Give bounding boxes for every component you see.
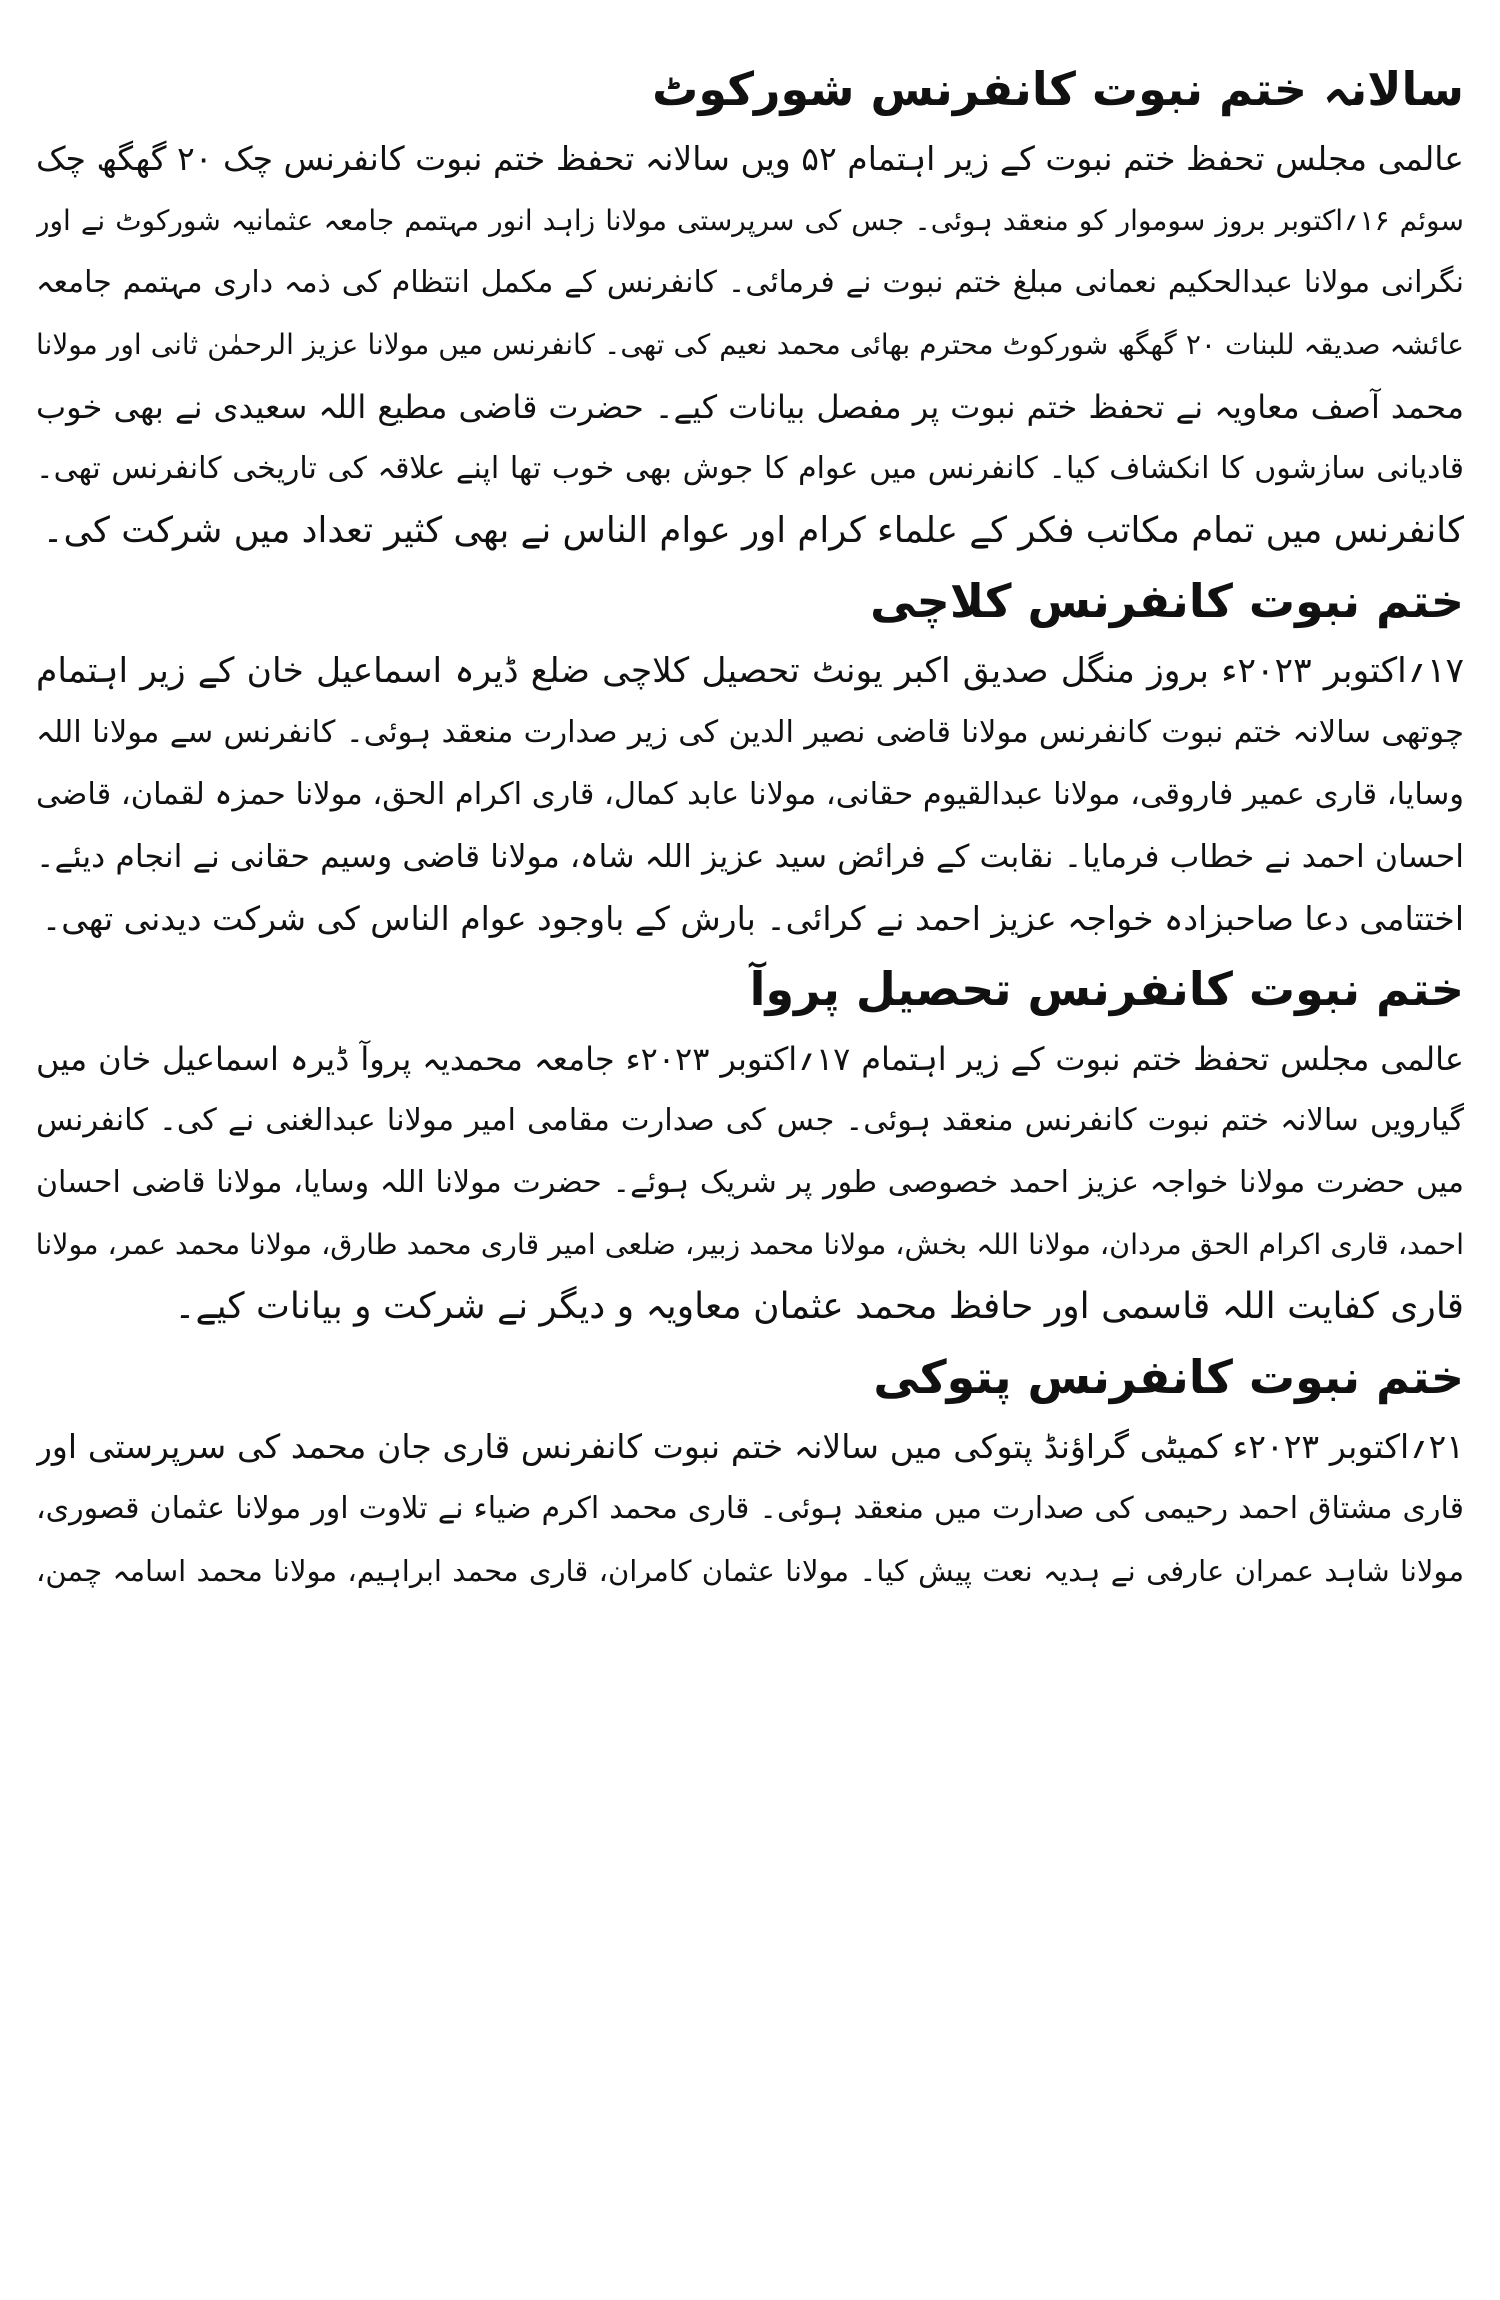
paragraph-line: نگرانی مولانا عبدالحکیم نعمانی مبلغ ختم نبوت نے فرمائی۔ کانفرنس کے مکمل انتظام کی ذمہ داری مہتمم جامعہ [36, 265, 1464, 300]
paragraph-line: محمد آصف معاویہ نے تحفظ ختم نبوت پر مفصل بیانات کیے۔ حضرت قاضی مطیع اللہ سعیدی نے بھی خوب [36, 388, 1464, 426]
paragraph-line: گیارویں سالانہ ختم نبوت کانفرنس منعقد ہوئی۔ جس کی صدارت مقامی امیر مولانا عبدالغنی نے کی۔ کانفرنس [36, 1103, 1464, 1138]
section-body [36, 1416, 1464, 1602]
section-body [36, 640, 1464, 950]
paragraph-line: قادیانی سازشوں کا انکشاف کیا۔ کانفرنس میں عوام کا جوش بھی خوب تھا اپنے علاقہ کی تاریخی کانفرنس تھی۔ [36, 451, 1464, 486]
paragraph-line: کانفرنس میں تمام مکاتب فکر کے علماء کرام اور عوام الناس نے بھی کثیر تعداد میں شرکت کی۔ [42, 510, 1464, 551]
paragraph-line: سوئم ۱۶؍اکتوبر بروز سوموار کو منعقد ہوئی۔ جس کی سرپرستی مولانا زاہد انور مہتمم جامعہ عثمانیہ شورکوٹ نے اور [36, 204, 1464, 237]
paragraph-line: احسان احمد نے خطاب فرمایا۔ نقابت کے فرائض سید عزیز اللہ شاہ، مولانا قاضی وسیم حقانی نے انجام دیئے۔ [36, 839, 1464, 875]
section-body [36, 128, 1464, 562]
paragraph-line: اختتامی دعا صاحبزادہ خواجہ عزیز احمد نے کرائی۔ بارش کے باوجود عوام الناس کی شرکت دیدنی تھی۔ [41, 899, 1464, 938]
paragraph-line: احمد، قاری اکرام الحق مردان، مولانا اللہ بخش، مولانا محمد زبیر، ضلعی امیر قاری محمد طارق، مولانا محمد عمر، مولانا [36, 1228, 1464, 1261]
paragraph-line: قاری کفایت اللہ قاسمی اور حافظ محمد عثمان معاویہ و دیگر نے شرکت و بیانات کیے۔ [174, 1286, 1464, 1327]
paragraph-line: عائشہ صدیقہ للبنات ۲۰ گھگھ شورکوٹ محترم بھائی محمد نعیم کی تھی۔ کانفرنس میں مولانا عزیز الرحمٰن ثانی اور مولانا [36, 328, 1464, 361]
news-section-parowa [36, 950, 1464, 1338]
paragraph-line: ۱۷؍اکتوبر ۲۰۲۳ء بروز منگل صدیق اکبر یونٹ تحصیل کلاچی ضلع ڈیرہ اسماعیل خان کے زیر اہتمام [36, 651, 1464, 691]
paragraph-line: چوتھی سالانہ ختم نبوت کانفرنس مولانا قاضی نصیر الدین کی زیر صدارت منعقد ہوئی۔ کانفرنس سے مولانا اللہ [36, 715, 1464, 750]
paragraph-line: قاری مشتاق احمد رحیمی کی صدارت میں منعقد ہوئی۔ قاری محمد اکرم ضیاء نے تلاوت اور مولانا عثمان قصوری، [36, 1491, 1464, 1526]
news-section-kulachi [36, 562, 1464, 950]
paragraph-line: عالمی مجلس تحفظ ختم نبوت کے زیر اہتمام ۵۲ ویں سالانہ تحفظ ختم نبوت کانفرنس چک ۲۰ گھگھ چک [36, 139, 1464, 178]
section-body [36, 1028, 1464, 1338]
paragraph-line: وسایا، قاری عمیر فاروقی، مولانا عبدالقیوم حقانی، مولانا عابد کمال، قاری اکرام الحق، مولانا حمزہ لقمان، قاضی [36, 777, 1464, 812]
news-section-pattoki [36, 1338, 1464, 1602]
paragraph-line: میں حضرت مولانا خواجہ عزیز احمد خصوصی طور پر شریک ہوئے۔ حضرت مولانا اللہ وسایا، مولانا قاضی احسان [36, 1165, 1464, 1200]
paragraph-line: ۲۱؍اکتوبر ۲۰۲۳ء کمیٹی گراؤنڈ پتوکی میں سالانہ ختم نبوت کانفرنس قاری جان محمد کی سرپرستی اور [36, 1427, 1464, 1466]
news-section-shorkot [36, 50, 1464, 562]
section-heading: ختم نبوت کانفرنس پتوکی [873, 1350, 1464, 1404]
paragraph-line: عالمی مجلس تحفظ ختم نبوت کے زیر اہتمام ۱۷؍اکتوبر ۲۰۲۳ء جامعہ محمدیہ پروآ ڈیرہ اسماعیل خان میں [36, 1040, 1464, 1078]
article-page [36, 50, 1464, 2270]
section-heading: سالانہ ختم نبوت کانفرنس شورکوٹ [652, 62, 1464, 116]
section-heading: ختم نبوت کانفرنس تحصیل پروآ [749, 962, 1464, 1016]
section-heading: ختم نبوت کانفرنس کلاچی [870, 574, 1464, 628]
paragraph-line: مولانا شاہد عمران عارفی نے ہدیہ نعت پیش کیا۔ مولانا عثمان کامران، قاری محمد ابراہیم، مولانا محمد اسامہ چمن، [36, 1554, 1464, 1588]
